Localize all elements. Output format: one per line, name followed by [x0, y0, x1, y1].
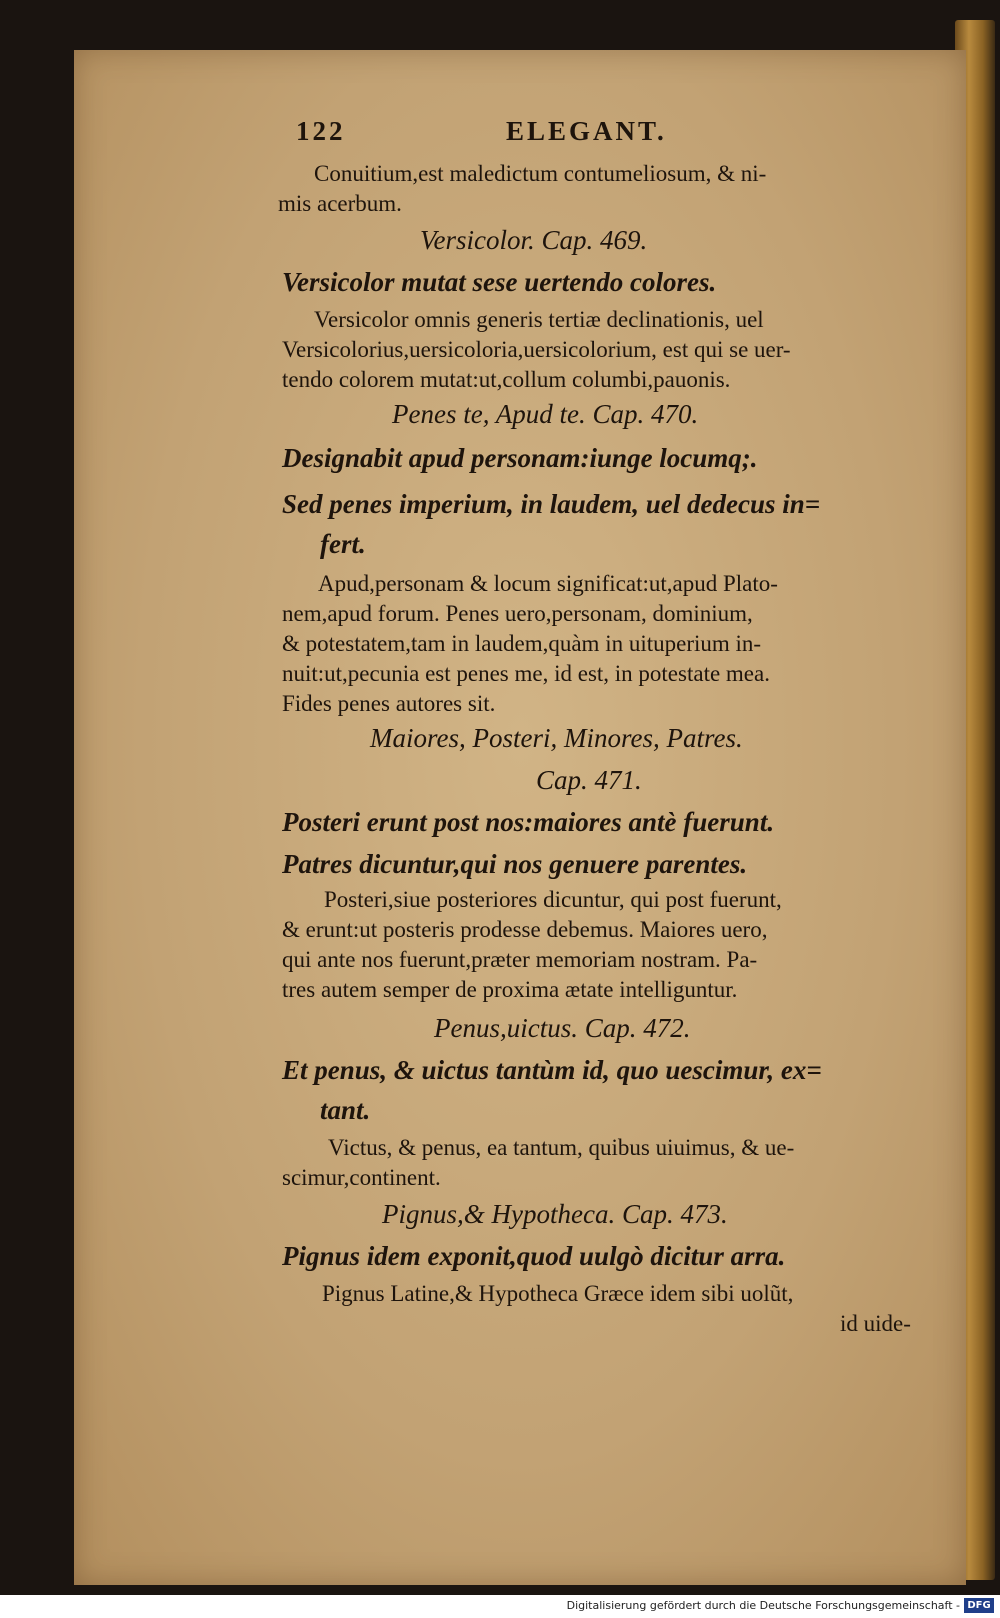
text-line: Apud,personam & locum significat:ut,apud Plato-: [318, 571, 778, 596]
footer-bar: [0, 1595, 1000, 1618]
text-line: Pignus Latine,& Hypotheca Græce idem sibi uolũt,: [322, 1281, 794, 1306]
lemma-line: Posteri erunt post nos:maiores antè fuerunt.: [282, 807, 775, 837]
text-line: Fides penes autores sit.: [282, 691, 496, 716]
book-page: [74, 50, 966, 1585]
text-line: Versicolor omnis generis tertiæ declinationis, uel: [314, 307, 764, 332]
catchword: id uide-: [840, 1311, 911, 1336]
lemma-line: Designabit apud personam:iunge locumq;.: [282, 443, 758, 473]
text-line: & potestatem,tam in laudem,quàm in uituperium in-: [282, 631, 762, 656]
text-line: tres autem semper de proxima ætate intelliguntur.: [282, 977, 738, 1002]
lemma-line: fert.: [320, 529, 366, 559]
text-line: tendo colorem mutat:ut,collum columbi,pauonis.: [282, 367, 731, 392]
text-line: Posteri,siue posteriores dicuntur, qui post fuerunt,: [324, 887, 782, 912]
text-line: nuit:ut,pecunia est penes me, id est, in potestate mea.: [282, 661, 770, 686]
dfg-logo-icon: DFG: [964, 1598, 994, 1613]
text-line: nem,apud forum. Penes uero,personam, dominium,: [282, 601, 753, 626]
funding-credit: Digitalisierung gefördert durch die Deutsche Forschungsgemeinschaft -: [566, 1599, 960, 1612]
text-line: mis acerbum.: [278, 191, 402, 216]
text-line: Versicolorius,uersicoloria,uersicolorium, est qui se uer-: [282, 337, 791, 362]
chapter-heading: Penes te, Apud te. Cap. 470.: [392, 399, 699, 429]
page-text: [74, 50, 966, 1585]
lemma-line: Versicolor mutat sese uertendo colores.: [282, 267, 717, 297]
chapter-heading: Maiores, Posteri, Minores, Patres.: [370, 723, 743, 753]
text-line: scimur,continent.: [282, 1165, 441, 1190]
text-line: qui ante nos fuerunt,præter memoriam nostram. Pa-: [282, 947, 758, 972]
chapter-heading: Pignus,& Hypotheca. Cap. 473.: [382, 1199, 728, 1229]
text-line: Conuitium,est maledictum contumeliosum, & ni-: [314, 161, 767, 186]
page-number: 122: [296, 116, 346, 146]
chapter-heading: Cap. 471.: [536, 765, 642, 795]
lemma-line: Pignus idem exponit,quod uulgò dicitur arra.: [282, 1241, 786, 1271]
lemma-line: Sed penes imperium, in laudem, uel dedecus in=: [282, 489, 821, 519]
text-line: Victus, & penus, ea tantum, quibus uiuimus, & ue-: [328, 1135, 795, 1160]
lemma-line: Patres dicuntur,qui nos genuere parentes.: [282, 849, 748, 879]
text-line: & erunt:ut posteris prodesse debemus. Maiores uero,: [282, 917, 768, 942]
chapter-heading: Penus,uictus. Cap. 472.: [434, 1013, 691, 1043]
lemma-line: Et penus, & uictus tantùm id, quo uescimur, ex=: [282, 1055, 822, 1085]
running-head: ELEGANT.: [506, 116, 667, 146]
chapter-heading: Versicolor. Cap. 469.: [420, 225, 648, 255]
lemma-line: tant.: [320, 1095, 371, 1125]
